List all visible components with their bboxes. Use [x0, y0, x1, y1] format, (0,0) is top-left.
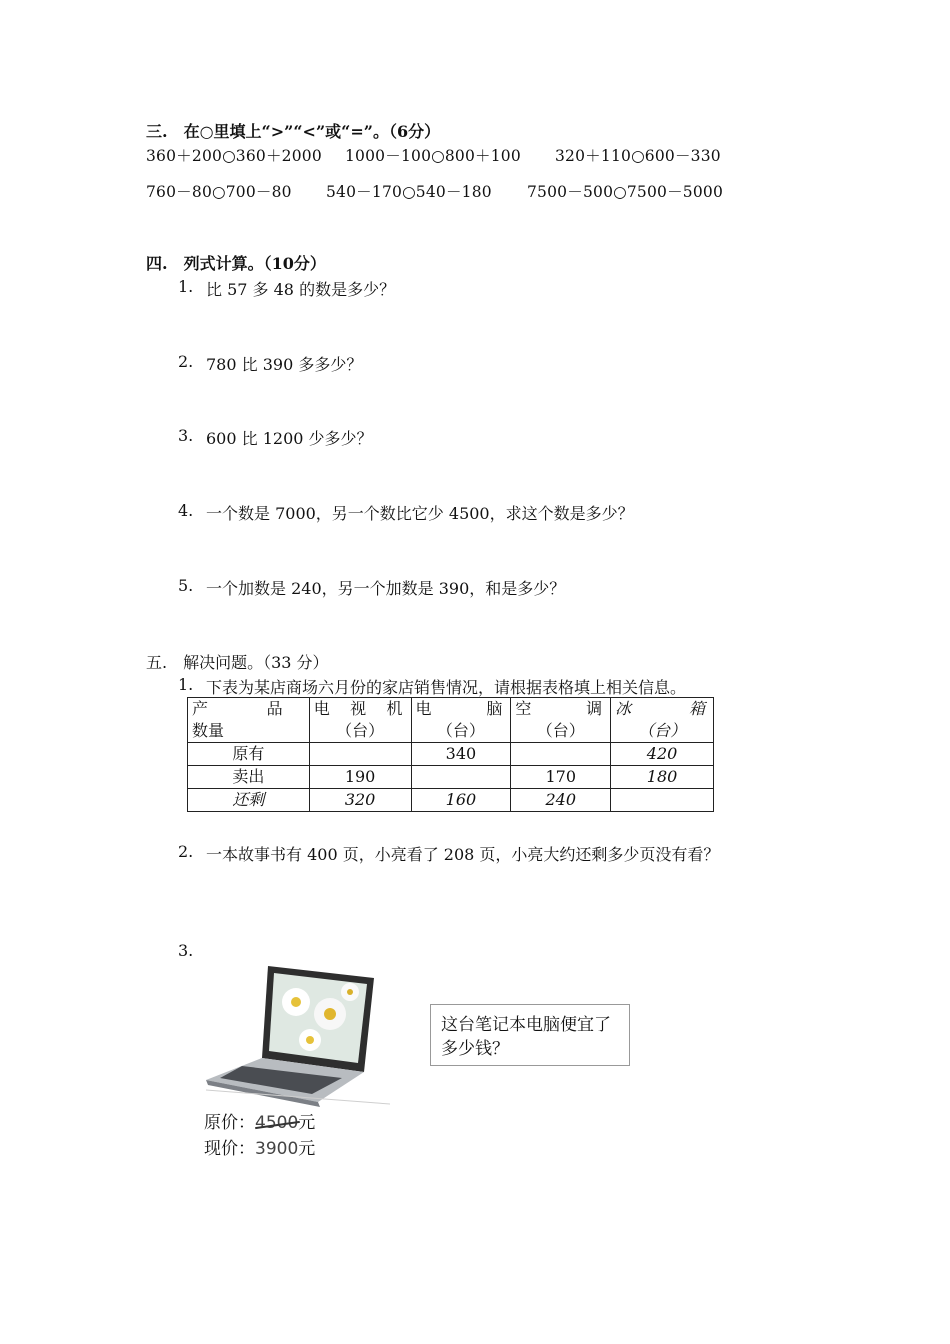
- table-cell: 240: [511, 789, 611, 812]
- corner-top-label: 产品: [192, 699, 287, 718]
- compare-item: 360＋200○360＋2000: [146, 147, 322, 165]
- question-text: 下表为某店商场六月份的家店销售情况，请根据表格填上相关信息。: [206, 678, 687, 697]
- question-number: 1.: [178, 675, 194, 694]
- question-text: 比 57 多 48 的数是多少？: [206, 280, 396, 299]
- row-label: 卖出: [188, 766, 310, 789]
- section4-heading: 四. 列式计算。（10分）: [146, 254, 326, 273]
- table-row: [188, 789, 714, 812]
- table-cell: 340: [411, 743, 511, 766]
- table-cell: 160: [411, 789, 511, 812]
- price-unit: 元: [298, 1139, 316, 1159]
- original-price: [204, 1108, 315, 1133]
- column-name: 空调: [515, 699, 607, 718]
- row-label: 原有: [188, 743, 310, 766]
- question-number: 4.: [178, 501, 194, 520]
- column-header: [611, 698, 714, 743]
- table-header-row: [188, 698, 714, 743]
- sales-table: [187, 697, 714, 812]
- question-text: 780 比 390 多多少？: [206, 355, 363, 374]
- question-number: 1.: [178, 277, 194, 296]
- question-text: 600 比 1200 少多少？: [206, 429, 373, 448]
- laptop-image: [200, 962, 390, 1110]
- column-header: [411, 698, 511, 743]
- current-price: [204, 1134, 315, 1159]
- table-row: [188, 766, 714, 789]
- table-cell: 320: [309, 789, 411, 812]
- column-unit: （台）: [536, 721, 585, 740]
- question-text: 一个数是 7000，另一个数比它少 4500，求这个数是多少？: [206, 504, 634, 523]
- original-price-label: 原价：: [204, 1113, 255, 1133]
- question-text: 一个加数是 240，另一个加数是 390，和是多少？: [206, 579, 566, 598]
- table-cell: 190: [309, 766, 411, 789]
- column-header: [511, 698, 611, 743]
- question-number: 5.: [178, 576, 194, 595]
- table-corner-cell: [188, 698, 310, 743]
- compare-item: 320＋110○600－330: [555, 147, 721, 165]
- table-cell: [411, 766, 511, 789]
- column-name: 冰箱: [615, 699, 709, 718]
- compare-item: 760－80○700－80: [146, 183, 292, 201]
- column-header: [309, 698, 411, 743]
- question-number: 2.: [178, 352, 194, 371]
- compare-item: 7500－500○7500－5000: [527, 183, 724, 201]
- table-cell: [611, 789, 714, 812]
- question-number: 2.: [178, 842, 194, 861]
- question-text: 一本故事书有 400 页，小亮看了 208 页，小亮大约还剩多少页没有看？: [206, 845, 720, 864]
- current-price-label: 现价：: [204, 1139, 255, 1159]
- column-name: 电脑: [415, 699, 507, 718]
- table-row: [188, 743, 714, 766]
- column-unit: （台）: [638, 721, 687, 740]
- column-unit: （台）: [436, 721, 485, 740]
- section5-heading: 五. 解决问题。（33 分）: [146, 653, 329, 672]
- corner-bottom-label: 数量: [192, 721, 225, 740]
- table-cell: 180: [611, 766, 714, 789]
- section3-heading: 三. 在○里填上“>”“<”或“=”。（6分）: [146, 122, 441, 141]
- column-unit: （台）: [336, 721, 385, 740]
- table-cell: 170: [511, 766, 611, 789]
- original-price-value: 4500: [255, 1113, 299, 1133]
- table-cell: 420: [611, 743, 714, 766]
- price-unit: 元: [298, 1113, 316, 1133]
- column-name: 电视机: [313, 699, 407, 718]
- table-cell: [511, 743, 611, 766]
- current-price-value: 3900: [255, 1139, 299, 1159]
- question-number: 3.: [178, 426, 194, 445]
- compare-item: 540－170○540－180: [326, 183, 492, 201]
- question-number: 3.: [178, 941, 194, 960]
- compare-item: 1000－100○800＋100: [345, 147, 521, 165]
- question-bubble: 这台笔记本电脑便宜了多少钱？: [430, 1004, 630, 1066]
- table-cell: [309, 743, 411, 766]
- row-label: 还剩: [188, 789, 310, 812]
